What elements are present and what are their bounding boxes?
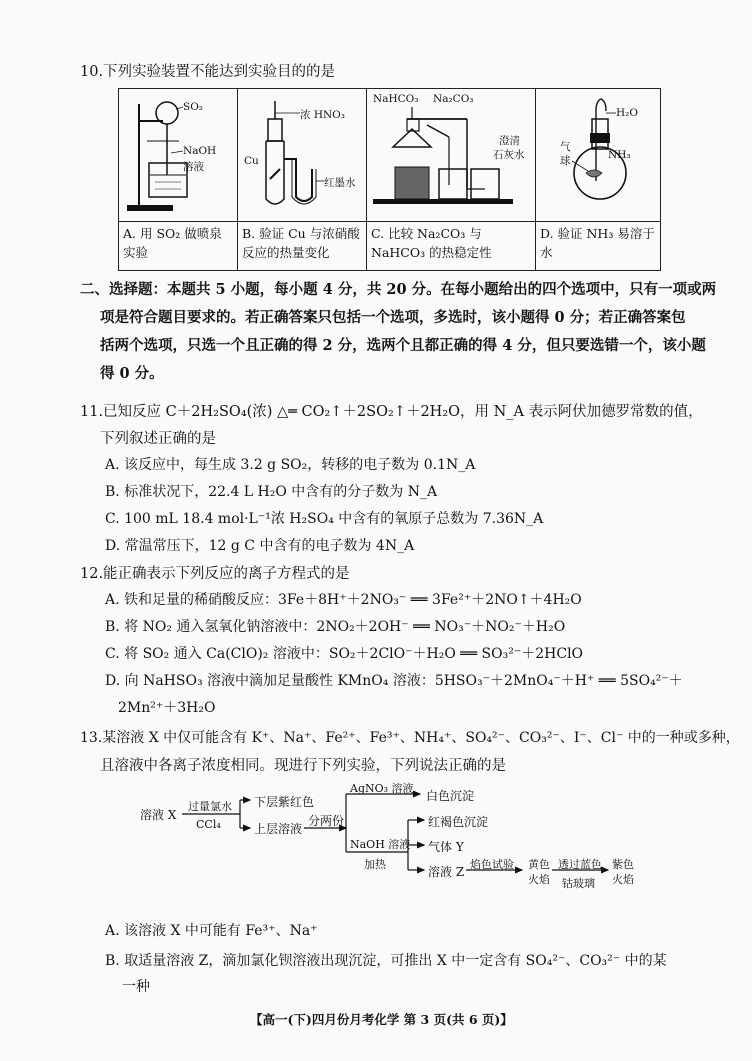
flow-gas-y: 气体 Y xyxy=(428,840,464,854)
label-balloon-1: 气 xyxy=(560,141,571,153)
q12-option-c: C. 将 SO₂ 通入 Ca(ClO)₂ 溶液中：SO₂＋2ClO⁻＋H₂O ══ SO₃²⁻＋2HClO xyxy=(105,646,584,662)
flow-reagent-top: 过量氯水 xyxy=(188,800,232,813)
flow-redbrown-ppt: 红褐色沉淀 xyxy=(428,815,489,829)
label-so2: SO₂ xyxy=(183,101,204,113)
label-water: H₂O xyxy=(616,107,638,119)
label-nh3: NH₃ xyxy=(608,149,631,161)
caption-c: C. 比较 Na₂CO₃ 与 NaHCO₃ 的热稳定性 xyxy=(367,222,536,271)
q10-stem: 10.下列实验装置不能达到实验目的的是 xyxy=(80,64,336,80)
flow-lower-layer: 下层紫红色 xyxy=(254,795,315,809)
section2-line-2: 项是符合题目要求的。若正确答案只包括一个选项，多选时，该小题得 0 分；若正确答案包 xyxy=(100,309,686,326)
section2-line-4: 得 0 分。 xyxy=(100,365,164,382)
flow-purple-2: 火焰 xyxy=(612,873,634,886)
q11-stem-2: 下列叙述正确的是 xyxy=(100,431,216,447)
flow-agno3: AgNO₃ 溶液 xyxy=(350,782,414,795)
caption-d: D. 验证 NH₃ 易溶于水 xyxy=(536,222,661,271)
section2-line-3: 括两个选项，只选一个且正确的得 2 分，选两个且都正确的得 4 分，但只要选错一个，该小题 xyxy=(100,337,706,354)
flow-reagent-bottom: CCl₄ xyxy=(196,818,221,831)
q11-option-b: B. 标准状况下，22.4 L H₂O 中含有的分子数为 N_A xyxy=(105,484,438,500)
section2-line-1: 二、选择题：本题共 5 小题，每小题 4 分，共 20 分。在每小题给出的四个选项中，只有一项或两 xyxy=(80,281,717,298)
flow-yellow-2: 火焰 xyxy=(528,873,550,886)
label-red-ink: 红墨水 xyxy=(324,177,356,189)
q11-stem-1: 11.已知反应 C＋2H₂SO₄(浓) △═ CO₂↑＋2SO₂↑＋2H₂O，用 N_A 表示阿伏加德罗常数的值， xyxy=(80,404,703,420)
q13-stem-2: 且溶液中各离子浓度相同。现进行下列实验，下列说法正确的是 xyxy=(100,758,506,774)
label-clear: 澄清 xyxy=(499,135,520,147)
label-limewater: 石灰水 xyxy=(493,149,525,161)
flow-split: 分两份 xyxy=(308,814,345,828)
q12-option-a: A. 铁和足量的稀硝酸反应：3Fe＋8H⁺＋2NO₃⁻ ══ 3Fe²⁺＋2NO↑＋4H₂O xyxy=(105,592,582,608)
flow-yellow-1: 黄色 xyxy=(528,858,550,871)
q13-option-b: B. 取适量溶液 Z，滴加氯化钡溶液出现沉淀，可推出 X 中一定含有 SO₄²⁻、CO₃²⁻ 中的某 xyxy=(105,953,667,969)
page-footer: 【高一(下)四月份月考化学 第 3 页(共 6 页)】 xyxy=(250,1012,513,1027)
q13-option-a: A. 该溶液 X 中可能有 Fe³⁺、Na⁺ xyxy=(105,923,318,939)
q11-option-d: D. 常温常压下，12 g C 中含有的电子数为 4N_A xyxy=(105,538,415,554)
caption-a: A. 用 SO₂ 做喷泉实验 xyxy=(119,222,238,271)
flow-purple-1: 紫色 xyxy=(612,858,634,871)
label-nitric-acid: 浓 HNO₃ xyxy=(300,109,345,121)
label-nahco3: NaHCO₃ xyxy=(373,93,419,105)
q12-option-d-cont: 2Mn²⁺＋3H₂O xyxy=(118,700,216,716)
q11-option-c: C. 100 mL 18.4 mol·L⁻¹浓 H₂SO₄ 中含有的氧原子总数为 7.36N_A xyxy=(105,511,544,527)
q13-option-b-cont: 一种 xyxy=(122,979,150,995)
q13-stem-1: 13.某溶液 X 中仅可能含有 K⁺、Na⁺、Fe²⁺、Fe³⁺、NH₄⁺、SO₄²⁻、CO₃²⁻、I⁻、Cl⁻ 中的一种或多种， xyxy=(80,730,740,746)
flow-upper-layer: 上层溶液 xyxy=(254,822,303,836)
flow-naoh: NaOH 溶液 xyxy=(350,838,411,851)
q12-stem: 12.能正确表示下列反应的离子方程式的是 xyxy=(80,566,350,582)
flow-solution-z: 溶液 Z xyxy=(428,865,465,879)
label-cu: Cu xyxy=(244,155,259,167)
flow-heat: 加热 xyxy=(364,858,386,871)
q11-option-a: A. 该反应中，每生成 3.2 g SO₂，转移的电子数为 0.1N_A xyxy=(105,457,476,473)
flow-white-ppt: 白色沉淀 xyxy=(426,789,475,803)
label-naoh: NaOH xyxy=(183,145,217,157)
caption-b: B. 验证 Cu 与浓硝酸反应的热量变化 xyxy=(238,222,367,271)
q12-option-d: D. 向 NaHSO₃ 溶液中滴加足量酸性 KMnO₄ 溶液：5HSO₃⁻＋2MnO₄⁻＋H⁺ ══ 5SO₄²⁻＋ xyxy=(105,673,683,689)
flow-cobalt-1: 透过蓝色 xyxy=(558,858,602,871)
flow-start: 溶液 X xyxy=(140,808,177,822)
label-balloon-2: 球 xyxy=(560,155,571,167)
label-na2co3: Na₂CO₃ xyxy=(433,93,474,105)
q12-option-b: B. 将 NO₂ 通入氢氧化钠溶液中：2NO₂＋2OH⁻ ══ NO₃⁻＋NO₂⁻＋H₂O xyxy=(105,619,566,635)
label-solution: 溶液 xyxy=(183,161,204,173)
flow-flame-test: 焰色试验 xyxy=(470,858,514,871)
flow-cobalt-2: 钴玻璃 xyxy=(562,877,595,890)
